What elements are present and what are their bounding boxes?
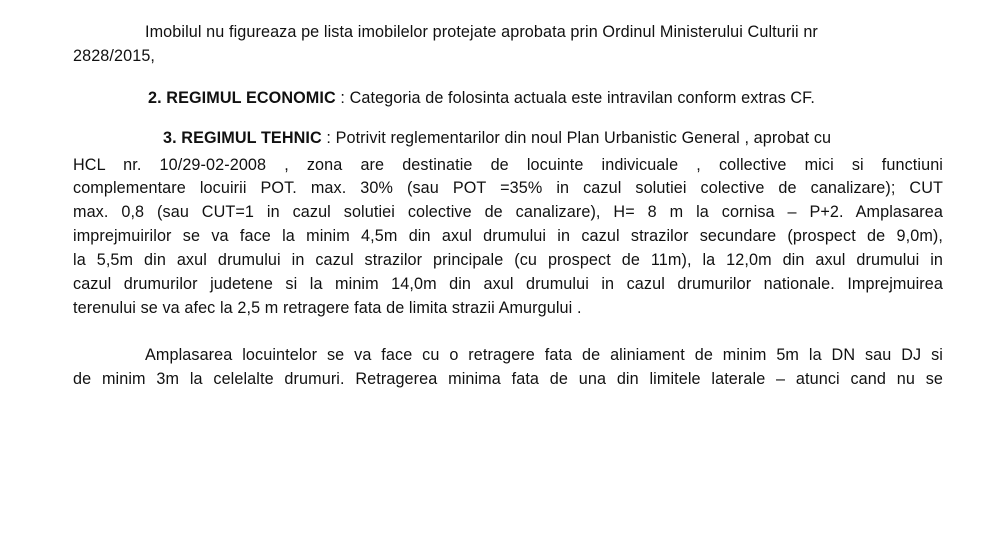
paragraph-3-line-1-text: : Potrivit reglementarilor din noul Plan Urbanistic General , aprobat cu [321,129,832,147]
paragraph-3-line-5: imprejmuirilor se va face la minim 4,5m din axul drumului in cazul strazilor secundare (prospect de 9,0m), [73,227,943,245]
paragraph-2 [148,88,815,108]
section-heading-regim-tehnic: 3. REGIMUL TEHNIC [163,129,322,147]
paragraph-3-line-8: terenului se va afec la 2,5 m retragere fata de limita strazii Amurgului . [73,299,582,317]
paragraph-3-line-6: la 5,5m din axul drumului in cazul strazilor principale (cu prospect de 11m), la 12,0m din axul drumului in [73,251,943,269]
paragraph-3-line-3: complementare locuirii POT. max. 30% (sau POT =35% in cazul solutiei colective de canalizare); CUT [73,179,943,197]
paragraph-4-line-1: Amplasarea locuintelor se va face cu o retragere fata de aliniament de minim 5m la DN sau DJ si [145,346,943,364]
paragraph-1-line-1: Imobilul nu figureaza pe lista imobilelor protejate aprobata prin Ordinul Ministerului Culturii nr [145,23,818,41]
paragraph-3-line-1 [163,128,831,148]
paragraph-3-line-7: cazul drumurilor judetene si la minim 14,0m din axul drumului in cazul drumurilor nationale. Imprejmuirea [73,275,943,293]
paragraph-2-text: : Categoria de folosinta actuala este intravilan conform extras CF. [335,89,815,107]
paragraph-3-line-4: max. 0,8 (sau CUT=1 in cazul solutiei colective de canalizare), H= 8 m la cornisa – P+2. Amplasarea [73,203,943,221]
paragraph-4-line-2: de minim 3m la celelalte drumuri. Retragerea minima fata de una din limitele laterale – atunci cand nu se [73,370,943,388]
paragraph-1-line-2: 2828/2015, [73,47,156,65]
paragraph-3-line-2: HCL nr. 10/29-02-2008 , zona are destinatie de locuinte indivicuale , collective mici si functiuni [73,156,943,174]
section-heading-regim-economic: 2. REGIMUL ECONOMIC [148,89,336,107]
